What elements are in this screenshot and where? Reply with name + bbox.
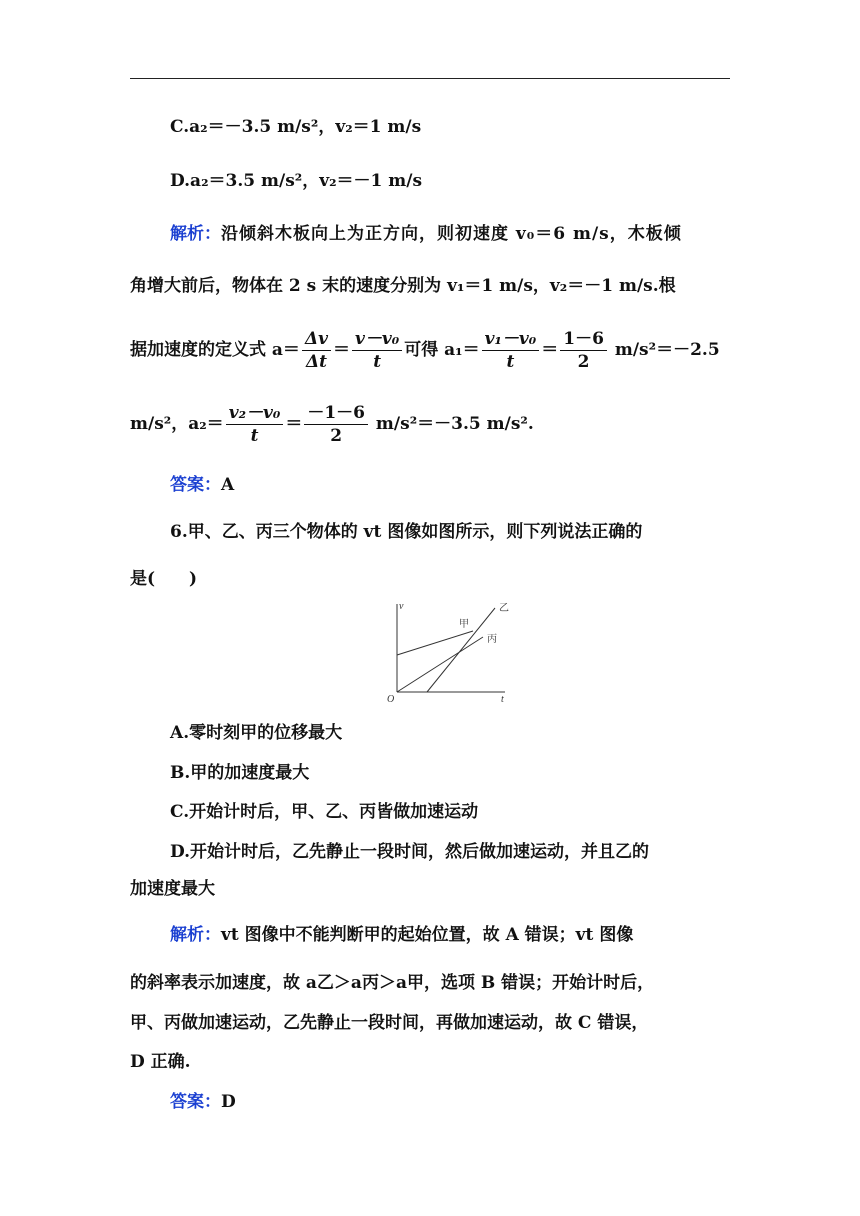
fraction xyxy=(302,328,331,373)
vt-graph xyxy=(383,598,523,708)
q6-analysis-line1 xyxy=(170,920,633,945)
q6-option-c: C.开始计时后，甲、乙、丙皆做加速运动 xyxy=(170,802,479,822)
fraction-numerator: v₂－v₀ xyxy=(226,402,284,425)
q6-analysis-line3: 甲、丙做加速运动，乙先静止一段时间，再做加速运动，故 C 错误， xyxy=(130,1013,649,1033)
q6-option-a: A.零时刻甲的位移最大 xyxy=(170,723,343,743)
analysis-text: m/s²，a₂＝ xyxy=(130,414,224,434)
analysis-text: m/s²＝－3.5 m/s². xyxy=(370,414,534,434)
fraction-denominator: 2 xyxy=(330,426,343,446)
q6-option-d-line1: D.开始计时后，乙先静止一段时间，然后做加速运动，并且乙的 xyxy=(170,842,650,862)
header-rule xyxy=(130,78,730,79)
analysis-text: 据加速度的定义式 a＝ xyxy=(130,340,300,360)
fraction-numerator: Δv xyxy=(302,328,331,351)
fraction xyxy=(482,328,540,373)
q6-analysis-line2: 的斜率表示加速度，故 a乙＞a丙＞a甲，选项 B 错误；开始计时后， xyxy=(130,973,655,993)
fraction-numerator: v₁－v₀ xyxy=(482,328,540,351)
analysis-text: 沿倾斜木板向上为正方向，则初速度 v₀＝6 m/s，木板倾 xyxy=(221,224,682,244)
answer-label: 答案： xyxy=(170,475,221,495)
fraction-denominator: t xyxy=(373,352,382,372)
analysis-text: m/s²＝－2.5 xyxy=(608,340,720,360)
q6-option-d-line2: 加速度最大 xyxy=(130,879,215,899)
q6-answer xyxy=(170,1087,236,1112)
q5-analysis-line2: 角增大前后，物体在 2 s 末的速度分别为 v₁＝1 m/s，v₂＝－1 m/s.根 xyxy=(130,276,676,296)
q6-option-b: B.甲的加速度最大 xyxy=(170,763,310,783)
q5-option-d: D.a₂＝3.5 m/s²，v₂＝－1 m/s xyxy=(170,171,423,191)
fraction-denominator: t xyxy=(250,426,259,446)
line-jia xyxy=(397,631,473,655)
analysis-text: 可得 a₁＝ xyxy=(404,340,480,360)
fraction xyxy=(352,328,402,373)
equals-sign: ＝ xyxy=(333,340,351,360)
label-bing: 丙 xyxy=(487,634,497,645)
fraction xyxy=(226,402,284,447)
fraction-denominator: Δt xyxy=(305,352,327,372)
label-yi: 乙 xyxy=(499,603,509,614)
equals-sign: ＝ xyxy=(285,414,303,434)
q6-analysis-line4: D 正确. xyxy=(130,1052,191,1072)
fraction xyxy=(560,328,607,373)
equals-sign: ＝ xyxy=(541,340,559,360)
analysis-label: 解析： xyxy=(170,224,221,244)
q5-analysis-line1 xyxy=(170,219,682,244)
fraction-denominator: 2 xyxy=(577,352,590,372)
fraction-denominator: t xyxy=(506,352,515,372)
fraction-numerator: 1－6 xyxy=(560,328,607,351)
q5-analysis-line3 xyxy=(130,328,720,373)
q6-stem-line2: 是( ) xyxy=(130,569,198,589)
analysis-label: 解析： xyxy=(170,925,221,945)
q5-analysis-line4 xyxy=(130,402,534,447)
answer-value: A xyxy=(221,475,235,495)
t-axis-label: t xyxy=(501,694,504,705)
q5-answer xyxy=(170,470,234,495)
fraction-numerator: v－v₀ xyxy=(352,328,402,351)
q5-option-c: C.a₂＝－3.5 m/s²，v₂＝1 m/s xyxy=(170,117,422,137)
v-axis-label: v xyxy=(399,601,404,612)
q6-stem-line1: 6.甲、乙、丙三个物体的 vt 图像如图所示，则下列说法正确的 xyxy=(170,522,643,542)
answer-value: D xyxy=(221,1092,236,1112)
line-bing xyxy=(397,637,483,692)
label-jia: 甲 xyxy=(459,619,469,630)
analysis-text: vt 图像中不能判断甲的起始位置，故 A 错误；vt 图像 xyxy=(221,925,634,945)
origin-label: O xyxy=(387,694,395,705)
answer-label: 答案： xyxy=(170,1092,221,1112)
fraction-numerator: －1－6 xyxy=(304,402,368,425)
fraction xyxy=(304,402,368,447)
